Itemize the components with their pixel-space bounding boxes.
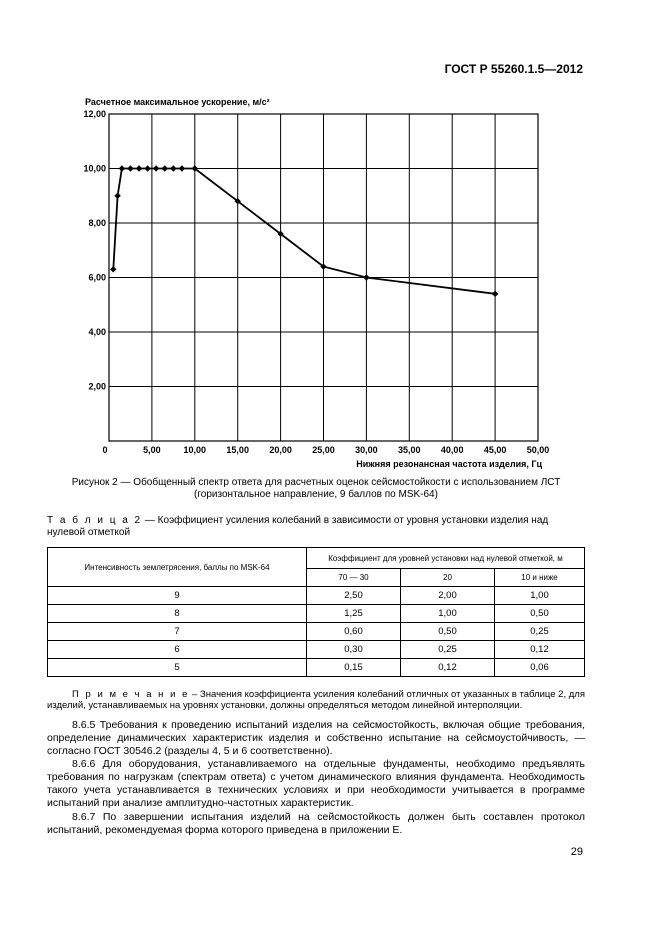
- table-subheader-10: 10 и ниже: [495, 569, 585, 587]
- standard-header: ГОСТ Р 55260.1.5—2012: [444, 62, 583, 76]
- table-subheader-70-30: 70 — 30: [307, 569, 401, 587]
- data-point: [153, 165, 159, 171]
- table-cell: 0,12: [401, 659, 495, 677]
- table-cell: 5: [48, 659, 307, 677]
- x-tick-label: 15,00: [226, 445, 249, 455]
- table-title: [47, 515, 585, 539]
- series-line: [113, 169, 495, 294]
- response-spectrum-chart: [80, 92, 560, 477]
- table-cell: 0,25: [495, 623, 585, 641]
- data-point: [110, 266, 116, 272]
- note-label: П р и м е ч а н и е: [72, 689, 190, 700]
- table-cell: 1,25: [307, 605, 401, 623]
- data-point: [114, 193, 120, 199]
- table-cell: 0,25: [401, 641, 495, 659]
- data-point: [144, 165, 150, 171]
- table-col-intensity-header: Интенсивность землетрясения, баллы по MSK-64: [48, 548, 307, 587]
- table-cell: 0,15: [307, 659, 401, 677]
- table-row: [48, 659, 585, 677]
- paragraph-8-6-7: 8.6.7 По завершении испытания изделий на сейсмостойкость должен быть составлен протокол испытаний, рекомендуемая форма которого приведена в приложении Е.: [47, 811, 585, 836]
- y-tick-label: 12,00: [83, 109, 106, 119]
- y-tick-label: 6,00: [88, 272, 106, 283]
- paragraph-8-6-5: 8.6.5 Требования к проведению испытаний изделия на сейсмостойкость, включая общие требования, определение динамических характеристик изделия и собственно испытание на сейсмоустойчивость, — согласно ГОСТ 30546.2 (разделы 4, 5 и 6 соответственно).: [47, 719, 585, 757]
- table-cell: 9: [48, 587, 307, 605]
- table-cell: 0,50: [495, 605, 585, 623]
- data-point: [119, 165, 125, 171]
- data-point: [492, 291, 498, 297]
- x-tick-label: 30,00: [355, 445, 378, 455]
- table-cell: 0,60: [307, 623, 401, 641]
- table-cell: 0,50: [401, 623, 495, 641]
- x-tick-label: 5,00: [143, 445, 161, 455]
- x-tick-label: 35,00: [398, 445, 421, 455]
- table-row: [48, 641, 585, 659]
- page-number: 29: [570, 846, 583, 858]
- table-title-text: — Коэффициент усиления колебаний в зависимости от уровня установки изделия над нулевой отметкой: [47, 515, 549, 538]
- table-cell: 2,00: [401, 587, 495, 605]
- chart-ticks: [83, 109, 549, 455]
- table-cell: 0,30: [307, 641, 401, 659]
- coefficient-table: [47, 547, 585, 677]
- x-tick-label: 20,00: [269, 445, 292, 455]
- table-row: [48, 623, 585, 641]
- x-tick-label: 10,00: [183, 445, 207, 455]
- data-point: [179, 165, 185, 171]
- data-point: [127, 165, 133, 171]
- table-cell: 0,06: [495, 659, 585, 677]
- x-tick-label: 0: [102, 445, 108, 455]
- y-tick-label: 8,00: [88, 218, 106, 228]
- note-text: – Значения коэффициента усиления колебаний отличных от указанных в таблице 2, для изделий, устанавливаемых на уровнях установки, должны определяться методом линейной интерполяции.: [47, 689, 585, 711]
- y-tick-label: 2,00: [88, 381, 106, 392]
- x-axis-label: Нижняя резонансная частота изделия, Гц: [356, 459, 542, 469]
- table-label: Т а б л и ц а 2: [47, 515, 143, 526]
- y-axis-label: Расчетное максимальное ускорение, м/с²: [85, 97, 270, 107]
- table-cell: 8: [48, 605, 307, 623]
- table-note: [47, 689, 585, 711]
- figure-caption: Рисунок 2 — Обобщенный спектр ответа для расчетных оценок сейсмостойкости с использованием ЛСТ (горизонтальное направление, 9 баллов по MSK-64): [71, 477, 561, 500]
- table-subheader-20: 20: [401, 569, 495, 587]
- table-cell: 7: [48, 623, 307, 641]
- x-tick-label: 25,00: [312, 445, 335, 455]
- chart-grid: [109, 114, 538, 441]
- table-cell: 1,00: [401, 605, 495, 623]
- paragraph-8-6-6: 8.6.6 Для оборудования, устанавливаемого на отдельные фундаменты, необходимо предъявлять требования по нагрузкам (спектрам ответа) с учетом динамического влияния фундамента. Необходимость такого учета устанавливается в технических условиях и при необходимости учитывается в программе испытаний при анализе амплитудно-частотных характеристик.: [47, 758, 585, 809]
- data-point: [162, 165, 168, 171]
- data-point: [170, 165, 176, 171]
- table-row: [48, 587, 585, 605]
- table-cell: 0,12: [495, 641, 585, 659]
- table-cell: 2,50: [307, 587, 401, 605]
- y-tick-label: 10,00: [83, 163, 106, 174]
- table-row: [48, 605, 585, 623]
- table-cell: 6: [48, 641, 307, 659]
- data-point: [136, 165, 142, 171]
- x-tick-label: 50,00: [526, 445, 550, 455]
- x-tick-label: 45,00: [483, 445, 507, 455]
- x-tick-label: 40,00: [440, 445, 464, 455]
- data-point: [363, 274, 369, 280]
- table-cell: 1,00: [495, 587, 585, 605]
- y-tick-label: 4,00: [88, 327, 106, 337]
- table-group-header: Коэффициент для уровней установки над нулевой отметкой, м: [307, 548, 585, 569]
